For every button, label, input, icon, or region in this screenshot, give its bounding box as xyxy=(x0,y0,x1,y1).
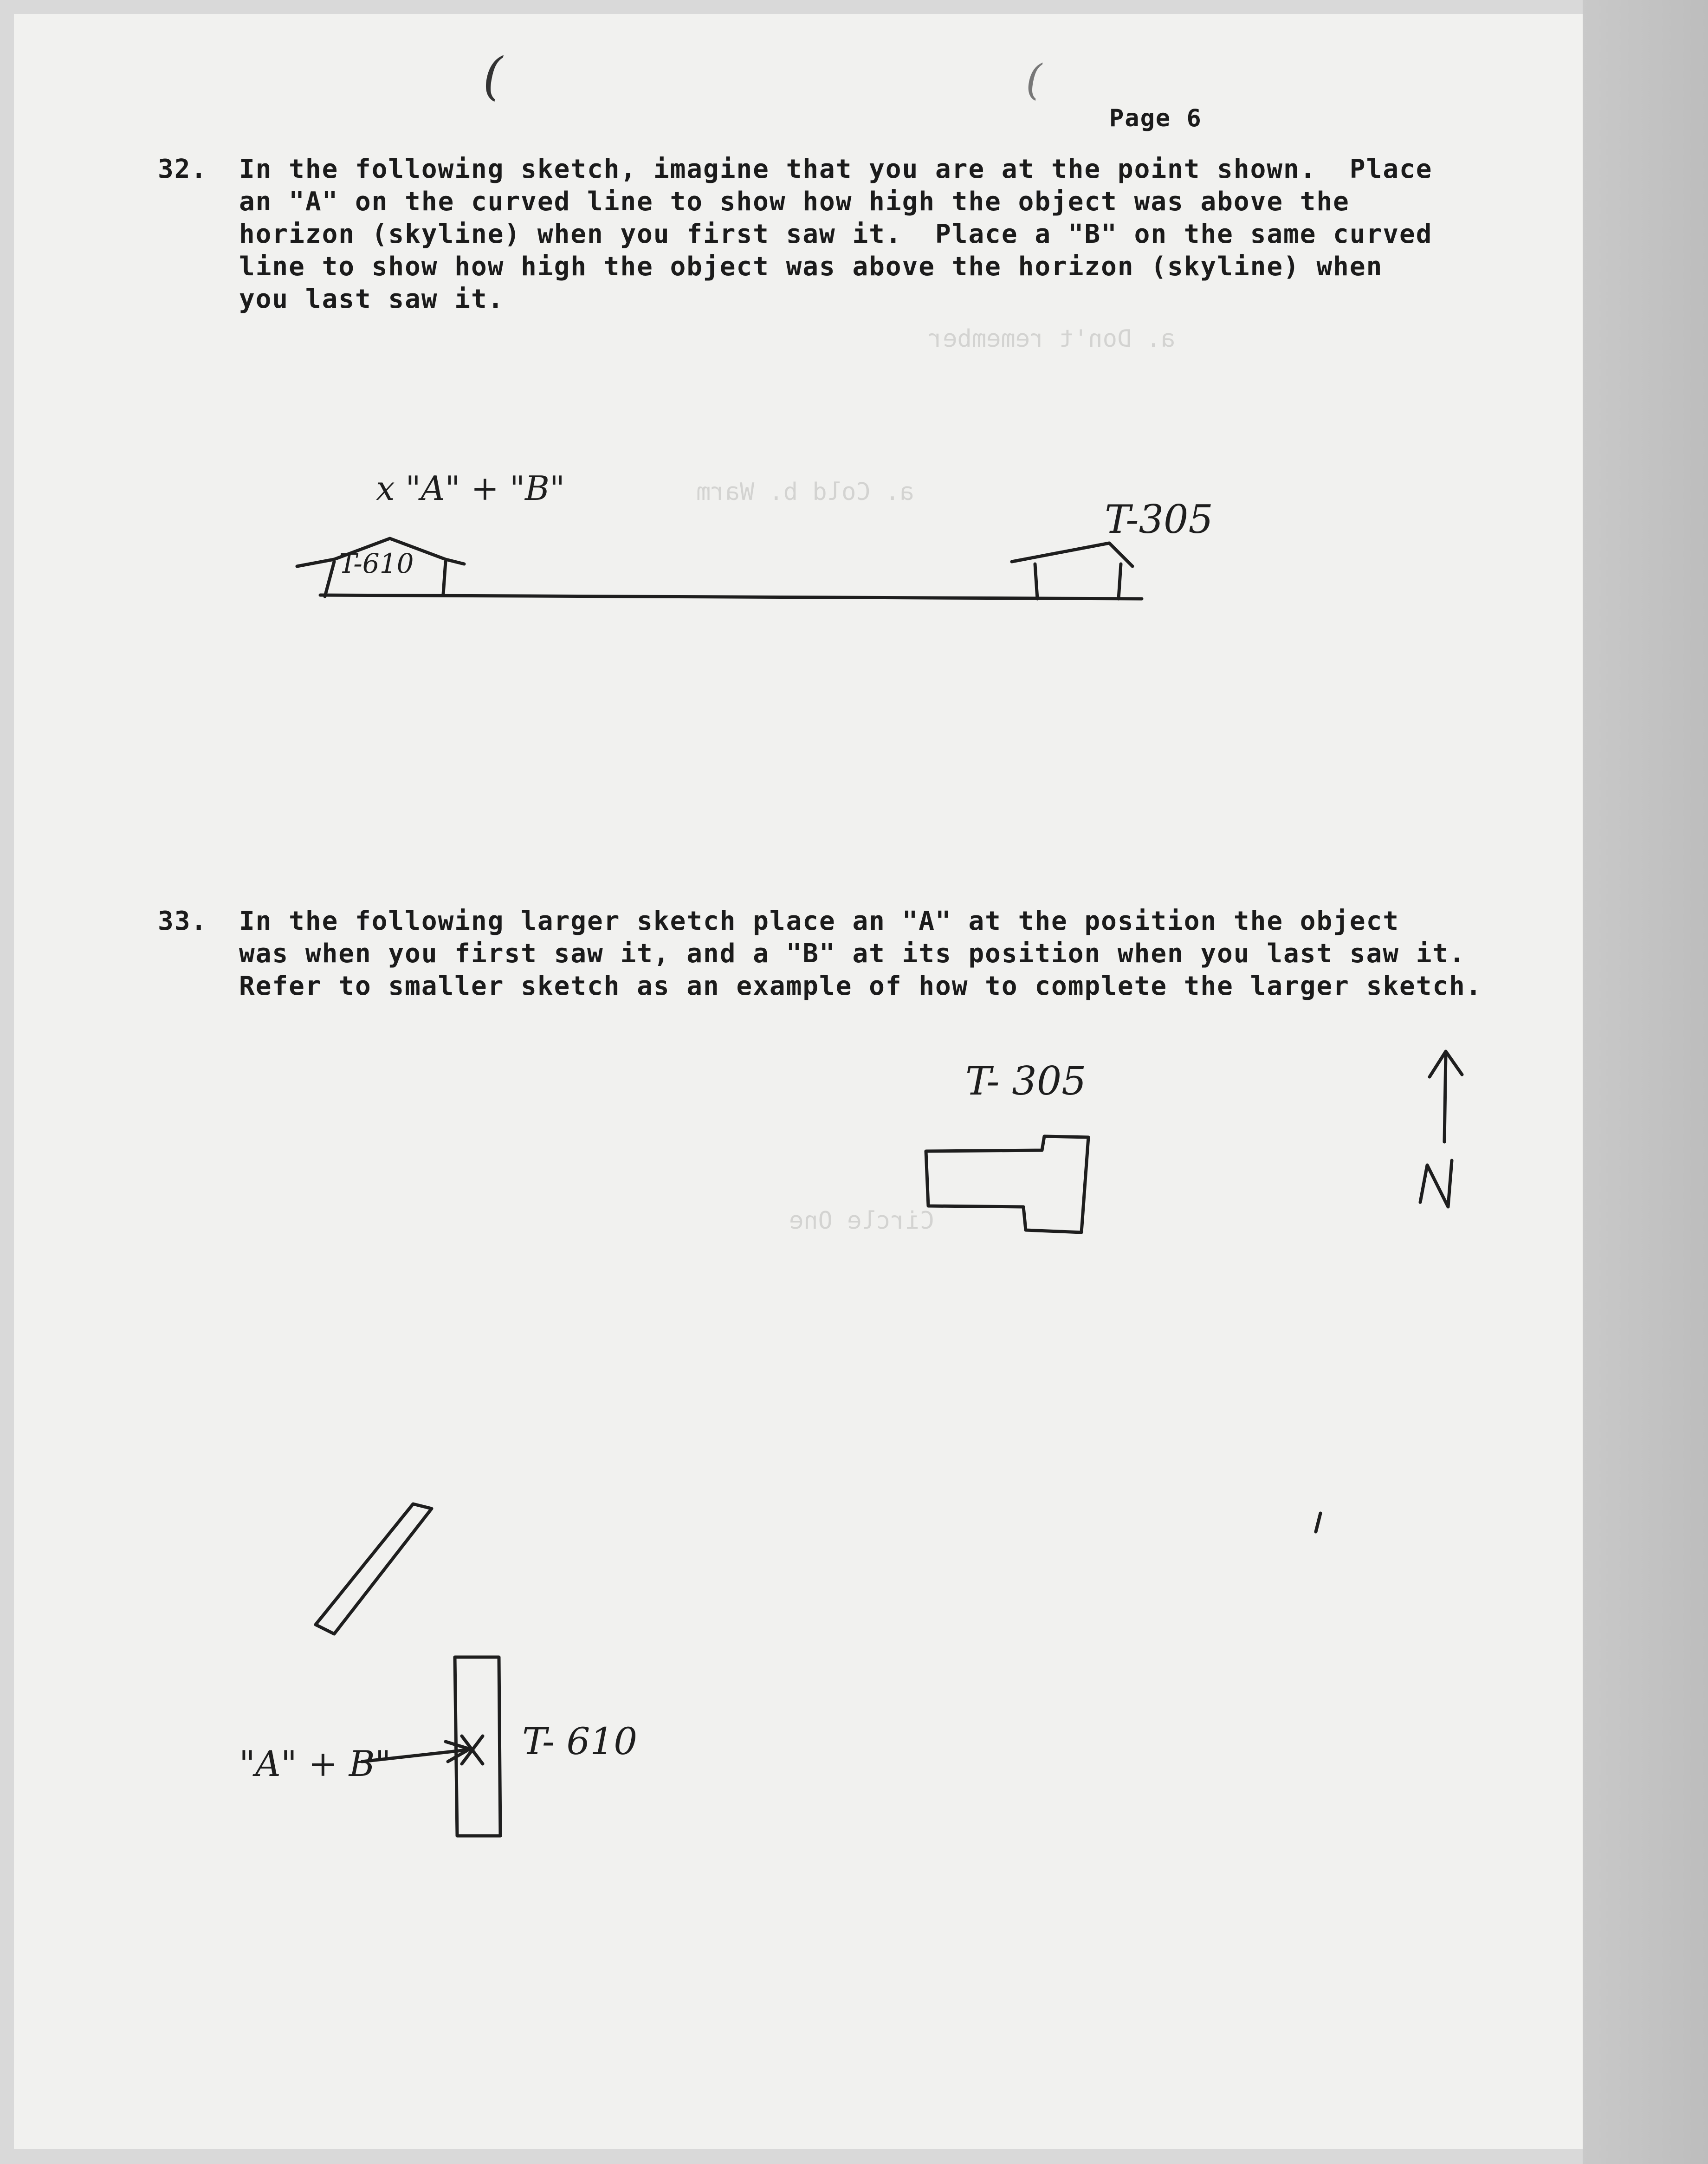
page-number: Page 6 xyxy=(1109,104,1202,132)
q33-line-1: In the following larger sketch place an "A" at the position the object xyxy=(239,906,1400,936)
north-letter-N xyxy=(1420,1160,1452,1207)
q32-line-2: an "A" on the curved line to show how high the object was above the xyxy=(239,187,1350,217)
q32-left-wall-2 xyxy=(443,562,446,594)
q33-line-3: Refer to smaller sketch as an example of how to complete the larger sketch. xyxy=(239,971,1482,1001)
stray-paren-mark: ( xyxy=(483,46,503,106)
q32-left-roof-curve xyxy=(297,538,464,566)
reverse-bleed-through-3: Circle One xyxy=(789,1207,935,1235)
q32-line-3: horizon (skyline) when you first saw it. Place a "B" on the same curved xyxy=(239,219,1433,249)
q33-ab-label: "A" + B" xyxy=(239,1743,391,1784)
q32-right-roof xyxy=(1012,543,1132,566)
north-arrow-shaft xyxy=(1444,1054,1446,1142)
q32-building-left-label: T-610 xyxy=(339,548,414,579)
q33-line-2: was when you first saw it, and a "B" at its position when you last saw it. xyxy=(239,939,1466,969)
q32-line-1: In the following sketch, imagine that you are at the point shown. Place xyxy=(239,154,1433,184)
q33-runway-strip xyxy=(316,1504,432,1634)
q32-number: 32. xyxy=(158,154,208,184)
q32-right-wall-2 xyxy=(1119,564,1121,599)
q32-left-wall xyxy=(325,562,334,596)
stray-pen-mark xyxy=(1316,1513,1320,1532)
q33-number: 33. xyxy=(158,906,208,936)
q32-horizon-line xyxy=(320,595,1142,599)
reverse-bleed-through-2: a. Cold b. Warm xyxy=(696,478,914,506)
q33-building-bottom-label: T- 610 xyxy=(522,1720,638,1763)
q33-building-top-label: T- 305 xyxy=(965,1058,1087,1104)
q33-building-t305 xyxy=(926,1136,1088,1232)
q32-line-5: you last saw it. xyxy=(239,284,505,314)
q32-building-right-label: T-305 xyxy=(1105,497,1213,542)
reverse-bleed-through: a. Don't remember xyxy=(928,325,1176,353)
q32-right-wall xyxy=(1035,564,1037,599)
q32-ab-mark-label: x "A" + "B" xyxy=(376,469,565,508)
stray-paren-mark-2: ( xyxy=(1026,56,1042,104)
q32-line-4: line to show how high the object was above the horizon (skyline) when xyxy=(239,252,1383,282)
